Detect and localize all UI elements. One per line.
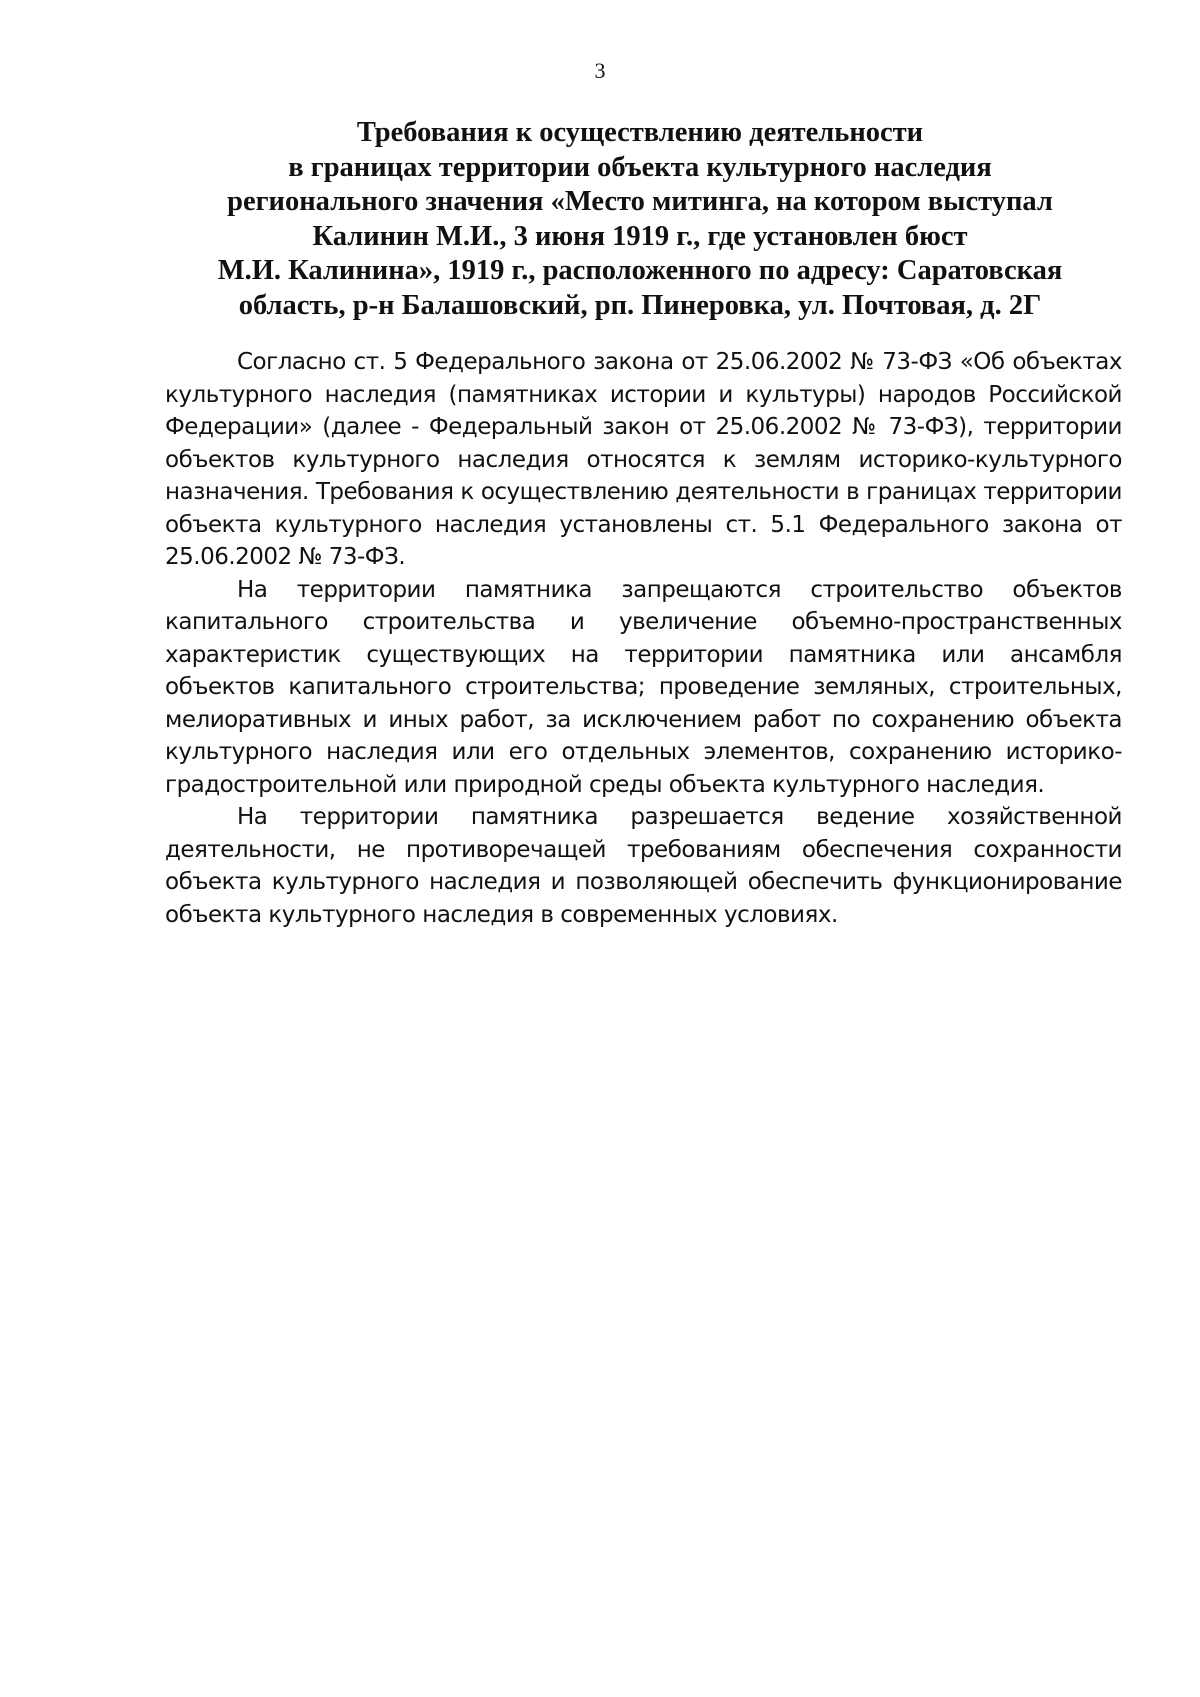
document-title <box>160 116 1120 323</box>
paragraph-legal-basis: Согласно ст. 5 Федерального закона от 25.06.2002 № 73-ФЗ «Об объектах культурного наследия (памятниках истории и культуры) народов Российской Федерации» (далее - Федеральный закон от 25.06.2002 № 73-ФЗ), территории объектов культурного наследия относятся к землям историко-культурного назначения. Требования к осуществлению деятельности в границах территории объекта культурного наследия установлены ст. 5.1 Федерального закона от 25.06.2002 № 73-ФЗ. <box>165 349 1122 570</box>
title-line: в границах территории объекта культурного наследия <box>288 151 992 183</box>
title-line: Требования к осуществлению деятельности <box>356 117 924 148</box>
title-line: область, р-н Балашовский, рп. Пинеровка, ул. Почтовая, д. 2Г <box>238 289 1042 321</box>
title-line: Калинин М.И., 3 июня 1919 г., где установлен бюст <box>312 220 968 252</box>
paragraph-prohibitions: На территории памятника запрещаются строительство объектов капитального строительства и увеличение объемно-пространственных характеристик существующих на территории памятника или ансамбля объектов капитального строительства; проведение земляных, строительных, мелиоративных и иных работ, за исключением работ по сохранению объекта культурного наследия или его отдельных элементов, сохранению историко-градостроительной или природной среды объекта культурного наследия. <box>165 576 1122 798</box>
title-line: регионального значения «Место митинга, на котором выступал <box>227 186 1053 217</box>
paragraph-permissions: На территории памятника разрешается ведение хозяйственной деятельности, не противоречащей требованиям обеспечения сохранности объекта культурного наследия и позволяющей обеспечить функционирование объекта культурного наследия в современных условиях. <box>165 804 1122 928</box>
document-body <box>165 346 1122 931</box>
page-number: 3 <box>594 58 606 83</box>
title-line: М.И. Калинина», 1919 г., расположенного по адресу: Саратовская <box>217 255 1063 286</box>
